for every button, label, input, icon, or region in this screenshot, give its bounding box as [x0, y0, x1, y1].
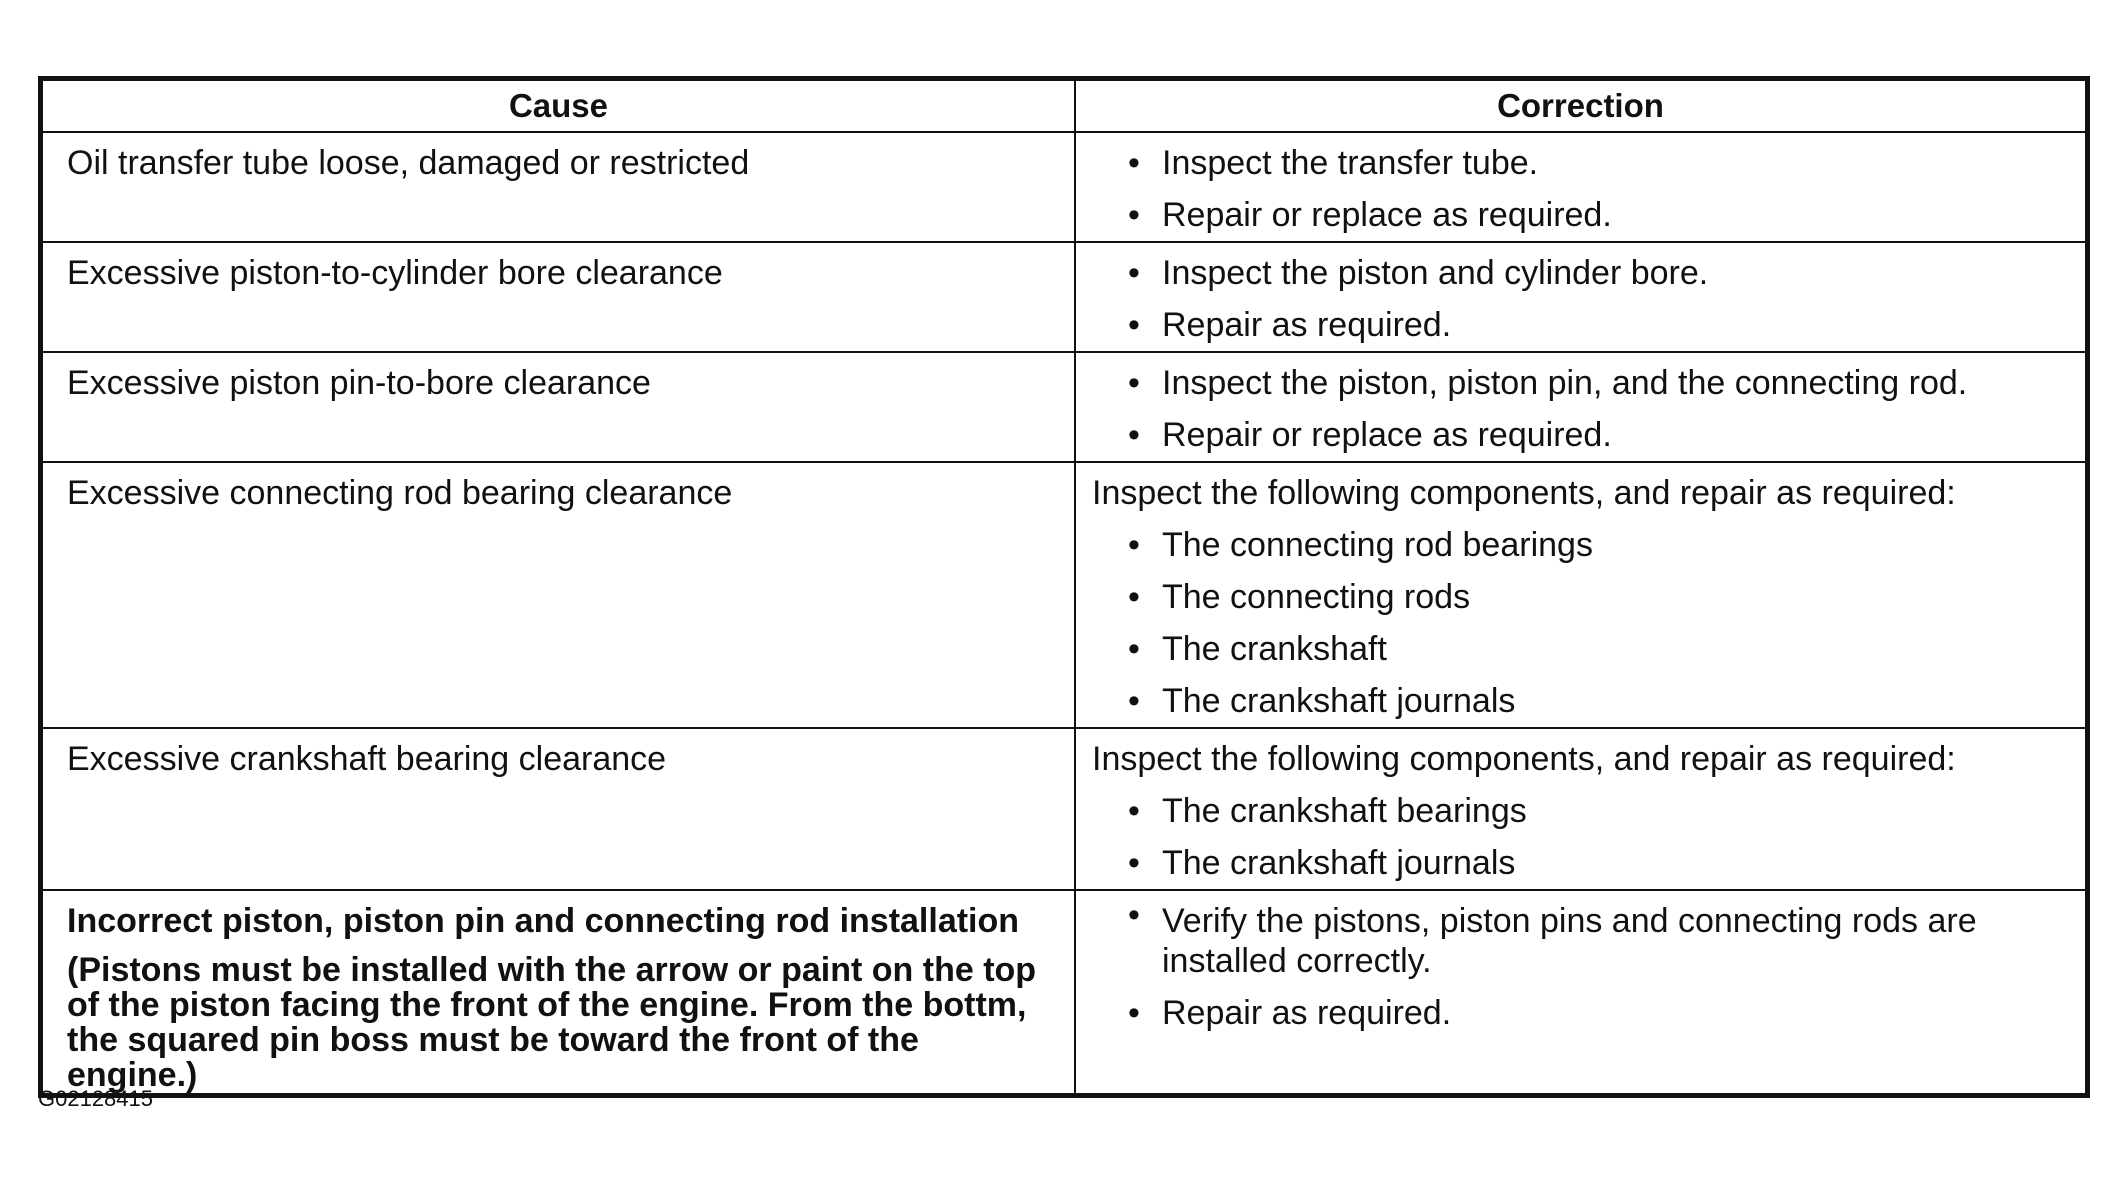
table-header-row [42, 80, 2086, 132]
cause-cell [42, 890, 1075, 1094]
correction-item: • Inspect the transfer tube. [1128, 137, 2069, 189]
correction-cell [1075, 728, 2086, 890]
cause-cell [42, 462, 1075, 728]
table-row [42, 462, 2086, 728]
correction-item: • The crankshaft bearings [1128, 785, 2069, 837]
cause-text: Oil transfer tube loose, damaged or restricted [67, 144, 750, 182]
table-row [42, 890, 2086, 1094]
correction-intro: Inspect the following components, and repair as required: [1092, 740, 1956, 778]
correction-list [1092, 785, 2069, 889]
diagnostic-table-container [38, 76, 2090, 1098]
correction-item: • The connecting rod bearings [1128, 519, 2069, 571]
cause-text: Excessive piston pin-to-bore clearance [67, 364, 651, 402]
correction-cell [1075, 890, 2086, 1094]
cause-note: (Pistons must be installed with the arrow or paint on the top of the piston facing the front of the engine. From the bottm, the squared pin boss must be toward the front of the engine.) [67, 951, 1037, 1094]
cause-text: Incorrect piston, piston pin and connecting rod installation [67, 902, 1020, 940]
diagnostic-table [41, 79, 2087, 1095]
column-header-cause: Cause [42, 80, 1075, 132]
correction-item: • Repair as required. [1128, 299, 2069, 351]
table-row [42, 352, 2086, 462]
table-row [42, 132, 2086, 242]
cause-cell [42, 242, 1075, 352]
cause-cell [42, 132, 1075, 242]
correction-item: • Inspect the piston and cylinder bore. [1128, 247, 2069, 299]
cause-text: Excessive connecting rod bearing clearance [67, 474, 733, 512]
correction-cell [1075, 462, 2086, 728]
correction-item: • The connecting rods [1128, 571, 2069, 623]
cause-text: Excessive crankshaft bearing clearance [67, 740, 667, 778]
correction-list [1092, 247, 2069, 351]
table-row [42, 242, 2086, 352]
table-row [42, 728, 2086, 890]
correction-item: • The crankshaft journals [1128, 675, 2069, 727]
correction-item: • Repair as required. [1128, 987, 2069, 1039]
correction-item: • Repair or replace as required. [1128, 189, 2069, 241]
correction-item: • Inspect the piston, piston pin, and the connecting rod. [1128, 357, 2069, 409]
cause-cell [42, 728, 1075, 890]
cause-cell [42, 352, 1075, 462]
correction-intro: Inspect the following components, and repair as required: [1092, 474, 1956, 512]
correction-list [1092, 895, 2069, 1039]
correction-list [1092, 137, 2069, 241]
cause-text: Excessive piston-to-cylinder bore clearance [67, 254, 723, 292]
correction-item: • Repair or replace as required. [1128, 409, 2069, 461]
correction-item: • The crankshaft journals [1128, 837, 2069, 889]
column-header-correction: Correction [1075, 80, 2086, 132]
correction-list [1092, 357, 2069, 461]
correction-item: • The crankshaft [1128, 623, 2069, 675]
correction-cell [1075, 242, 2086, 352]
correction-item: • Verify the pistons, piston pins and connecting rods are installed correctly. [1128, 895, 2069, 987]
correction-cell [1075, 132, 2086, 242]
correction-cell [1075, 352, 2086, 462]
figure-id: G02128415 [38, 1086, 153, 1111]
correction-list [1092, 519, 2069, 727]
